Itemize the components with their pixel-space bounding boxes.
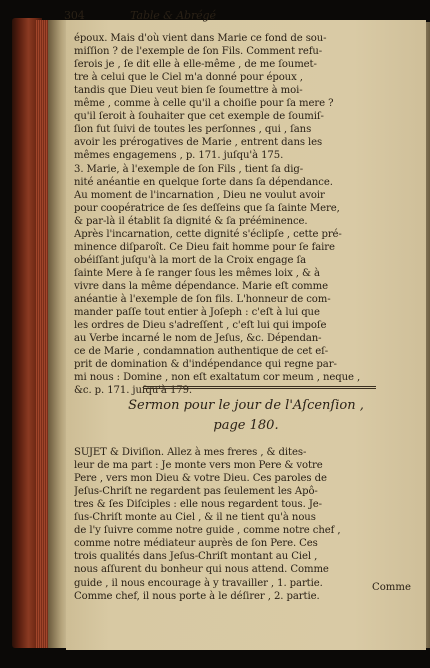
text-line: obéiſſant juſqu'à la mort de la Croix engage ſa [74,254,307,266]
text-line: même , comme à celle qu'il a choiſie pour ſa mere ? [74,98,334,110]
page-number: 304 [64,9,85,22]
text-line: guide , il nous encourage à y travailler , 1. partie. [74,577,323,589]
text-line: trois qualités dans Jeſus-Chriſt montant au Ciel , [74,551,318,563]
text-line: leur de ma part : Je monte vers mon Pere & votre [74,460,323,472]
text-line: au Verbe incarné le nom de Jeſus, &c. Dépendan- [74,333,322,345]
text-line: ſion fut ſuivi de toutes les perſonnes , qui , ſans [74,124,312,136]
text-line: qu'il ſeroit à ſouhaiter que cet exemple de ſoumiſ- [74,111,324,123]
text-line: Comme chef, il nous porte à le déſirer , 2. partie. [74,590,320,602]
text-line: Après l'incarnation, cette dignité s'éclipſe , cette pré- [74,228,342,240]
text-line: prit de domination & d'indépendance qui regne par- [74,359,337,371]
text-line: comme notre médiateur auprès de ſon Pere. Ces [74,538,318,550]
text-line: époux. Mais d'où vient dans Marie ce fond de sou- [74,33,327,44]
text-line: nous aſſurent du bonheur qui nous attend. Comme [74,564,329,576]
text-line: ce de Marie , condamnation authentique de cet eſ- [74,346,329,358]
text-line: 3. Marie, à l'exemple de ſon Fils , tient ſa dig- [74,163,304,175]
book-page [64,9,426,650]
text-line: Jeſus-Chriſt ne regardent pas ſeulement les Apô- [74,486,318,498]
catchword: Comme [372,582,411,593]
text-line: mi nous : Domine , non eſt exaltatum cor meum , neque , [74,372,361,384]
text-line: minence diſparoît. Ce Dieu fait homme pour ſe faire [74,241,335,253]
running-title: Table & Abrégé [130,9,216,22]
text-line: & par-là il établit ſa dignité & ſa prééminence. [74,215,308,227]
text-line: ſus-Chriſt monte au Ciel , & il ne tient qu'à nous [74,512,316,524]
sermon-title-line2: page 180. [213,418,279,433]
text-line: &c. p. 171. juſqu'à 179. [74,385,193,397]
text-line: nité anéantie en quelque ſorte dans ſa dépendance. [74,176,333,188]
page-header [64,9,408,22]
text-line: avoir les prérogatives de Marie , entrent dans les [74,137,323,149]
text-line: pour coopératrice de ſes deſſeins que ſa ſainte Mere, [74,202,340,214]
text-line: miſſion ? de l'exemple de ſon Fils. Comment refu- [74,46,323,58]
sermon-title-line1: Sermon pour le jour de l'Aſcenſion , [128,398,364,413]
text-line: de l'y ſuivre comme notre guide , comme notre chef , [74,525,341,537]
text-line: tandis que Dieu veut bien ſe ſoumettre à moi- [74,85,303,97]
text-line: tre à celui que le Ciel m'a donné pour époux , [74,72,303,84]
text-line: vivre dans la même dépendance. Marie eſt comme [74,280,328,292]
text-line: tres & ſes Diſciples : elle nous regardent tous. Je- [74,499,322,511]
text-line: mander paſſe tout entier à Joſeph : c'eſt à lui que [74,307,320,319]
text-line: anéantie à l'exemple de ſon fils. L'honneur de com- [74,294,331,305]
text-line: ſerois je , ſe dit elle à elle-même , de me ſoumet- [74,59,317,71]
section-divider [144,386,376,389]
text-line: Au moment de l'incarnation , Dieu ne voulut avoir [74,189,325,201]
text-line: mêmes engagemens , p. 171. juſqu'à 175. [74,150,284,162]
text-line: ſainte Mere à ſe ranger ſous les mêmes loix , & à [74,267,320,279]
text-line: Pere , vers mon Dieu & votre Dieu. Ces paroles de [74,473,327,485]
text-line: les ordres de Dieu s'adreſſent , c'eſt lui qui impoſe [74,320,327,332]
text-line: SUJET & Diviſion. Allez à mes freres , & dites- [74,447,307,458]
